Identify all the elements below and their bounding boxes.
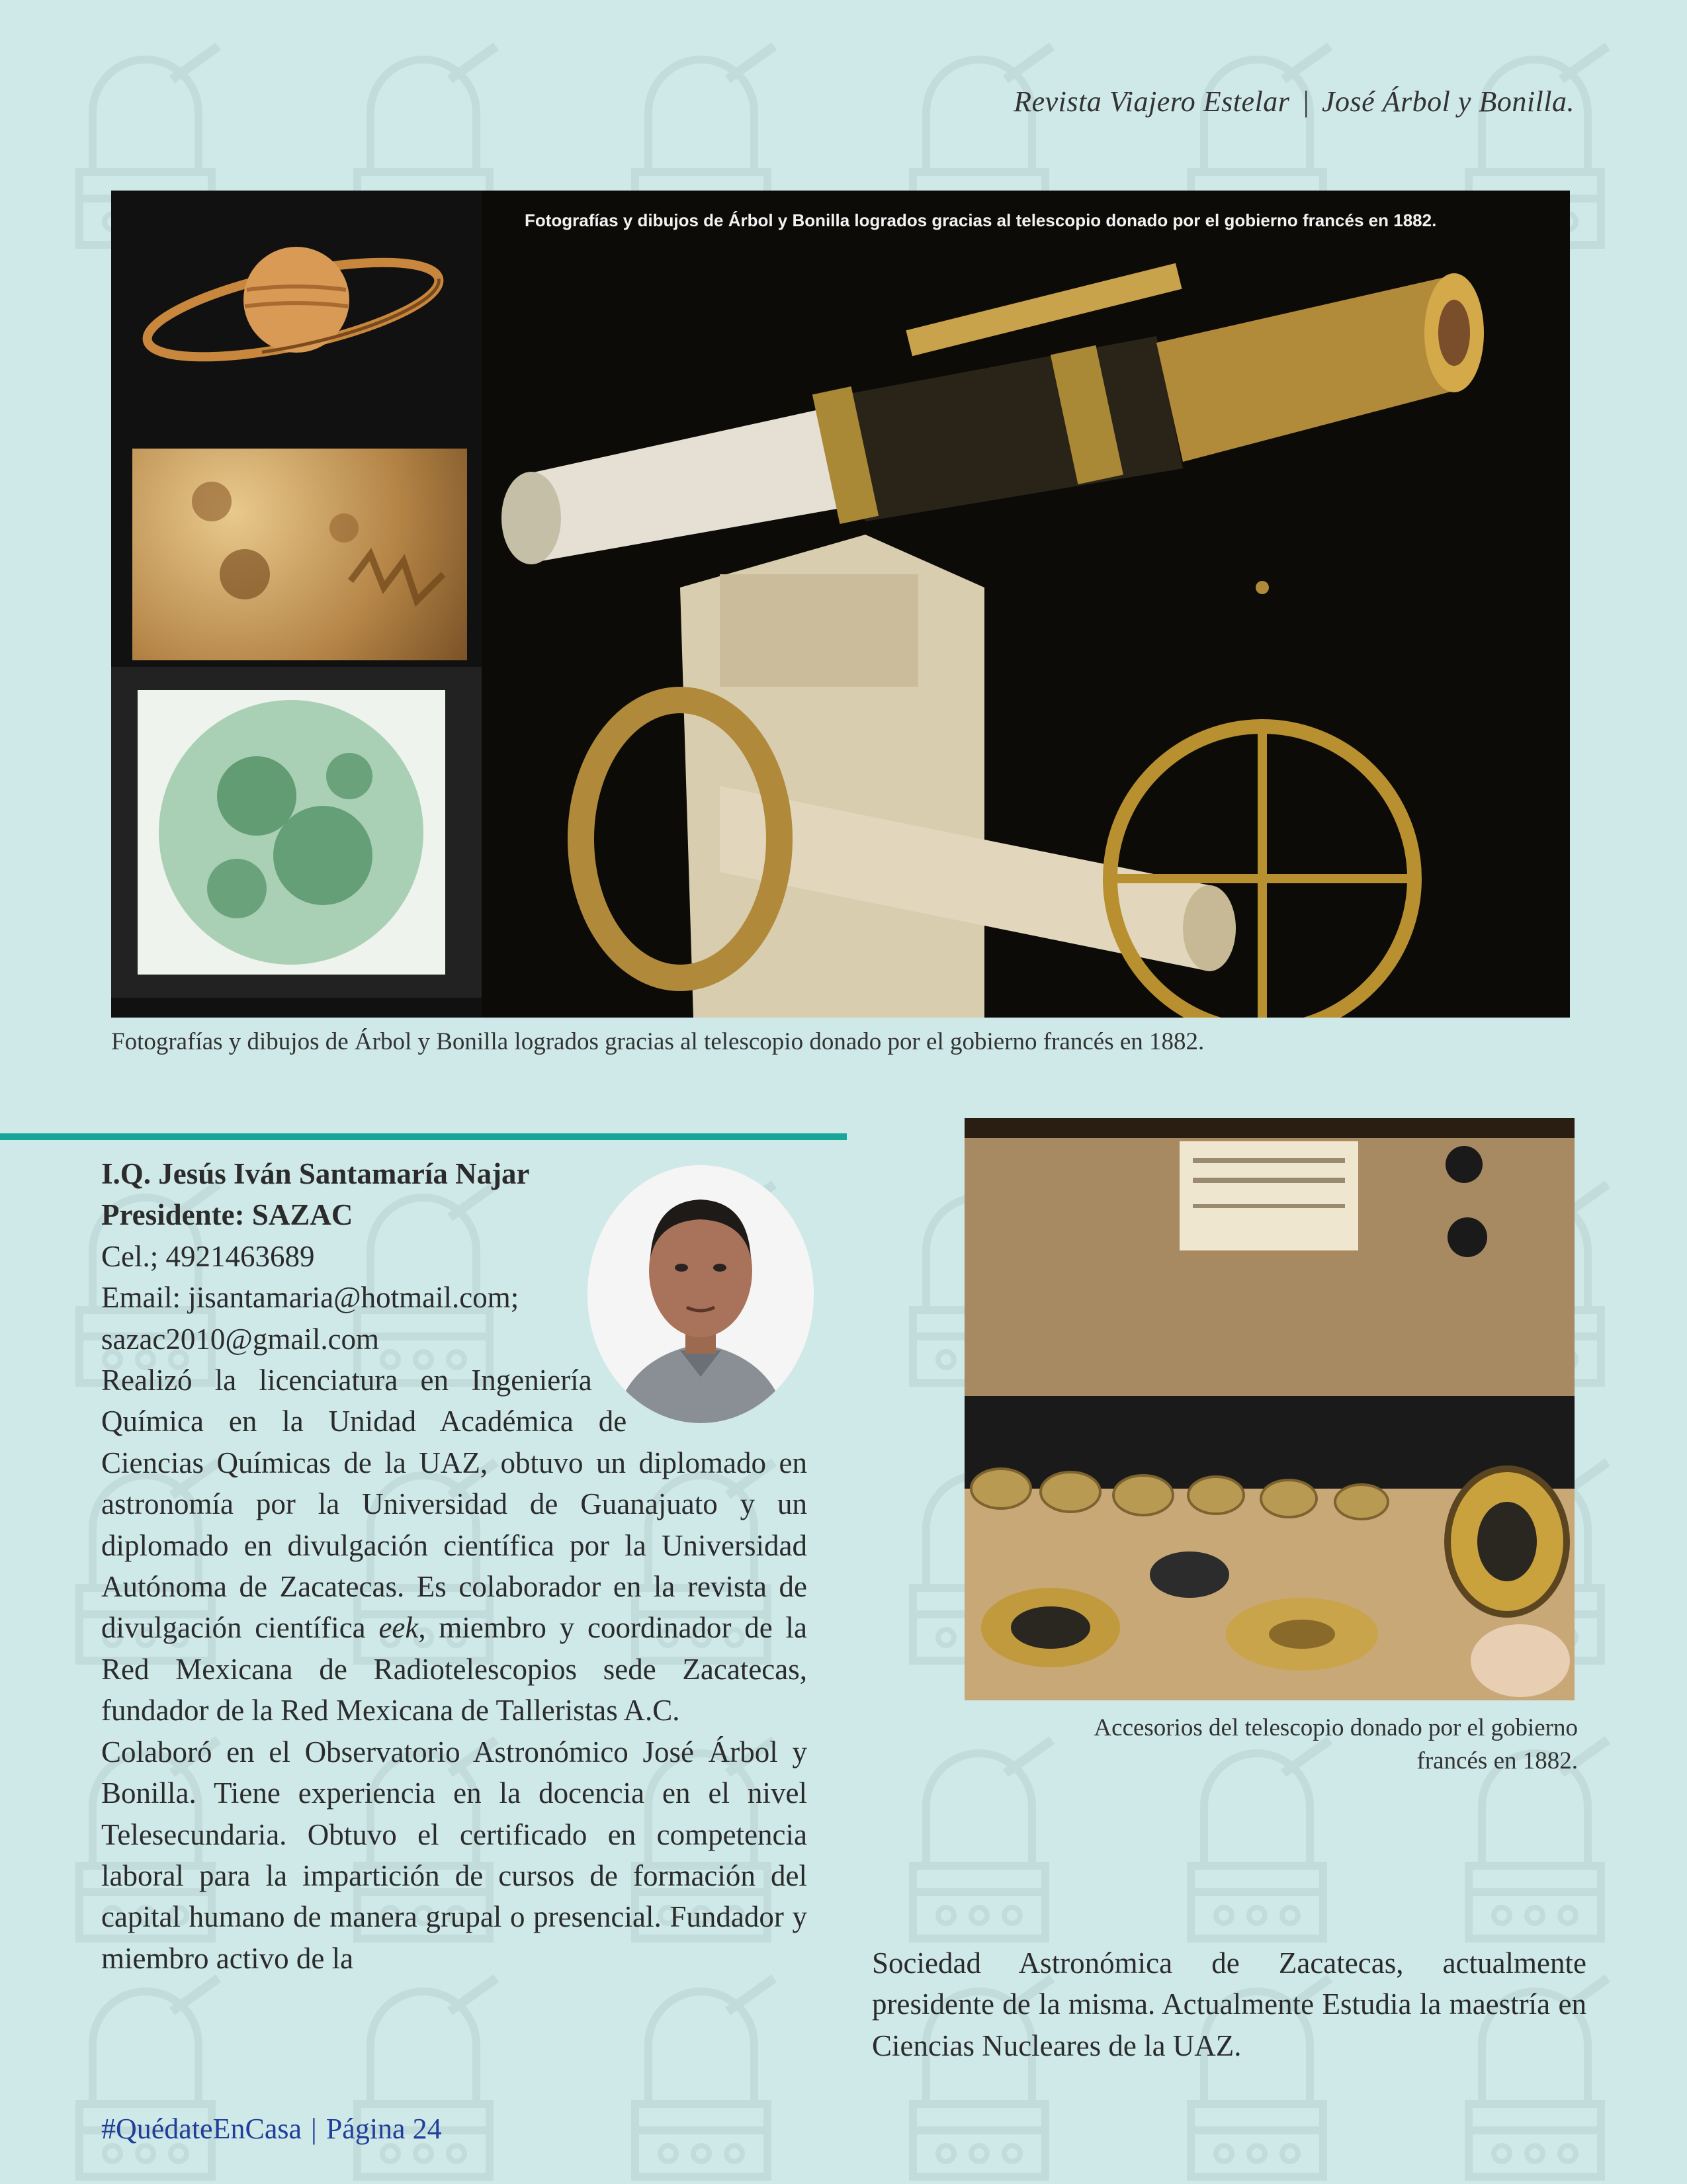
bio-paragraph-2: Colaboró en el Observatorio Astronómico José Árbol y Bonilla. Tiene experiencia en la docencia en el nivel Telesecundaria. Obtuvo el certificado en competencia laboral para la impartición de cursos de formación del capital humano de manera grupal o presencial. Fundador y miembro activo de la	[101, 1735, 807, 1975]
section-divider	[0, 1133, 847, 1140]
bio-paragraph-3: Sociedad Astronómica de Zacatecas, actualmente presidente de la misma. Actualmente Estudia la maestría en Ciencias Nucleares de la UAZ.	[872, 1946, 1586, 2062]
page-footer	[101, 2112, 442, 2146]
collage-title: Fotografías y dibujos de Árbol y Bonilla logrados gracias al telescopio donado por el gobierno francés en 1882.	[525, 210, 1437, 230]
telescope-photo-collage	[111, 191, 1570, 1018]
drawings-column	[111, 191, 482, 1018]
author-portrait	[587, 1165, 814, 1423]
author-phone: Cel.; 4921463689	[101, 1239, 315, 1273]
telescope-accessories-photo	[965, 1118, 1575, 1700]
moon-drawing-frame	[111, 667, 482, 998]
author-role: Presidente: SAZAC	[101, 1198, 353, 1232]
accessories-caption-line-2: francés en 1882.	[1416, 1747, 1578, 1774]
author-email-1: Email: jisantamaria@hotmail.com;	[101, 1281, 519, 1315]
article-subject: José Árbol y Bonilla.	[1322, 85, 1575, 118]
running-header	[1014, 85, 1575, 118]
telescope-photo	[482, 191, 1570, 1018]
footer-separator: |	[311, 2113, 317, 2145]
magazine-eek: eek	[378, 1611, 419, 1645]
full-moon-drawing	[138, 690, 445, 975]
bio-p1-end: , miembro y coordinador de la Red Mexicana de Radiotelescopios sede Zacatecas, fundador de la Red Mexicana de Talleristas A.C.	[101, 1611, 807, 1727]
bio-p1-start: Realizó la licenciatura en Ingeniería Química en la Unidad Académica de Ciencias Químicas de la UAZ, obtuvo un diplomado en astronomía por la Universidad de Guanajuato y un diplomado en divulgación científica por la Universidad Autónoma de Zacatecas. Es colaborador en la revista de divulgación científica	[101, 1364, 807, 1645]
author-bio	[101, 1153, 807, 1979]
header-separator: |	[1301, 85, 1310, 118]
magazine-name: Revista Viajero Estelar	[1014, 85, 1290, 118]
page-number: Página 24	[325, 2113, 442, 2145]
accessories-caption	[973, 1712, 1578, 1778]
author-email-2: sazac2010@gmail.com	[101, 1322, 380, 1356]
author-name: I.Q. Jesús Iván Santamaría Najar	[101, 1157, 530, 1190]
top-figure-caption: Fotografías y dibujos de Árbol y Bonilla logrados gracias al telescopio donado por el gobierno francés en 1882.	[111, 1028, 1205, 1055]
lunar-surface-photo	[132, 449, 467, 660]
saturn-drawing	[138, 237, 449, 369]
accessories-caption-line-1: Accesorios del telescopio donado por el gobierno	[1094, 1714, 1578, 1741]
footer-hashtag: #QuédateEnCasa	[101, 2113, 302, 2145]
